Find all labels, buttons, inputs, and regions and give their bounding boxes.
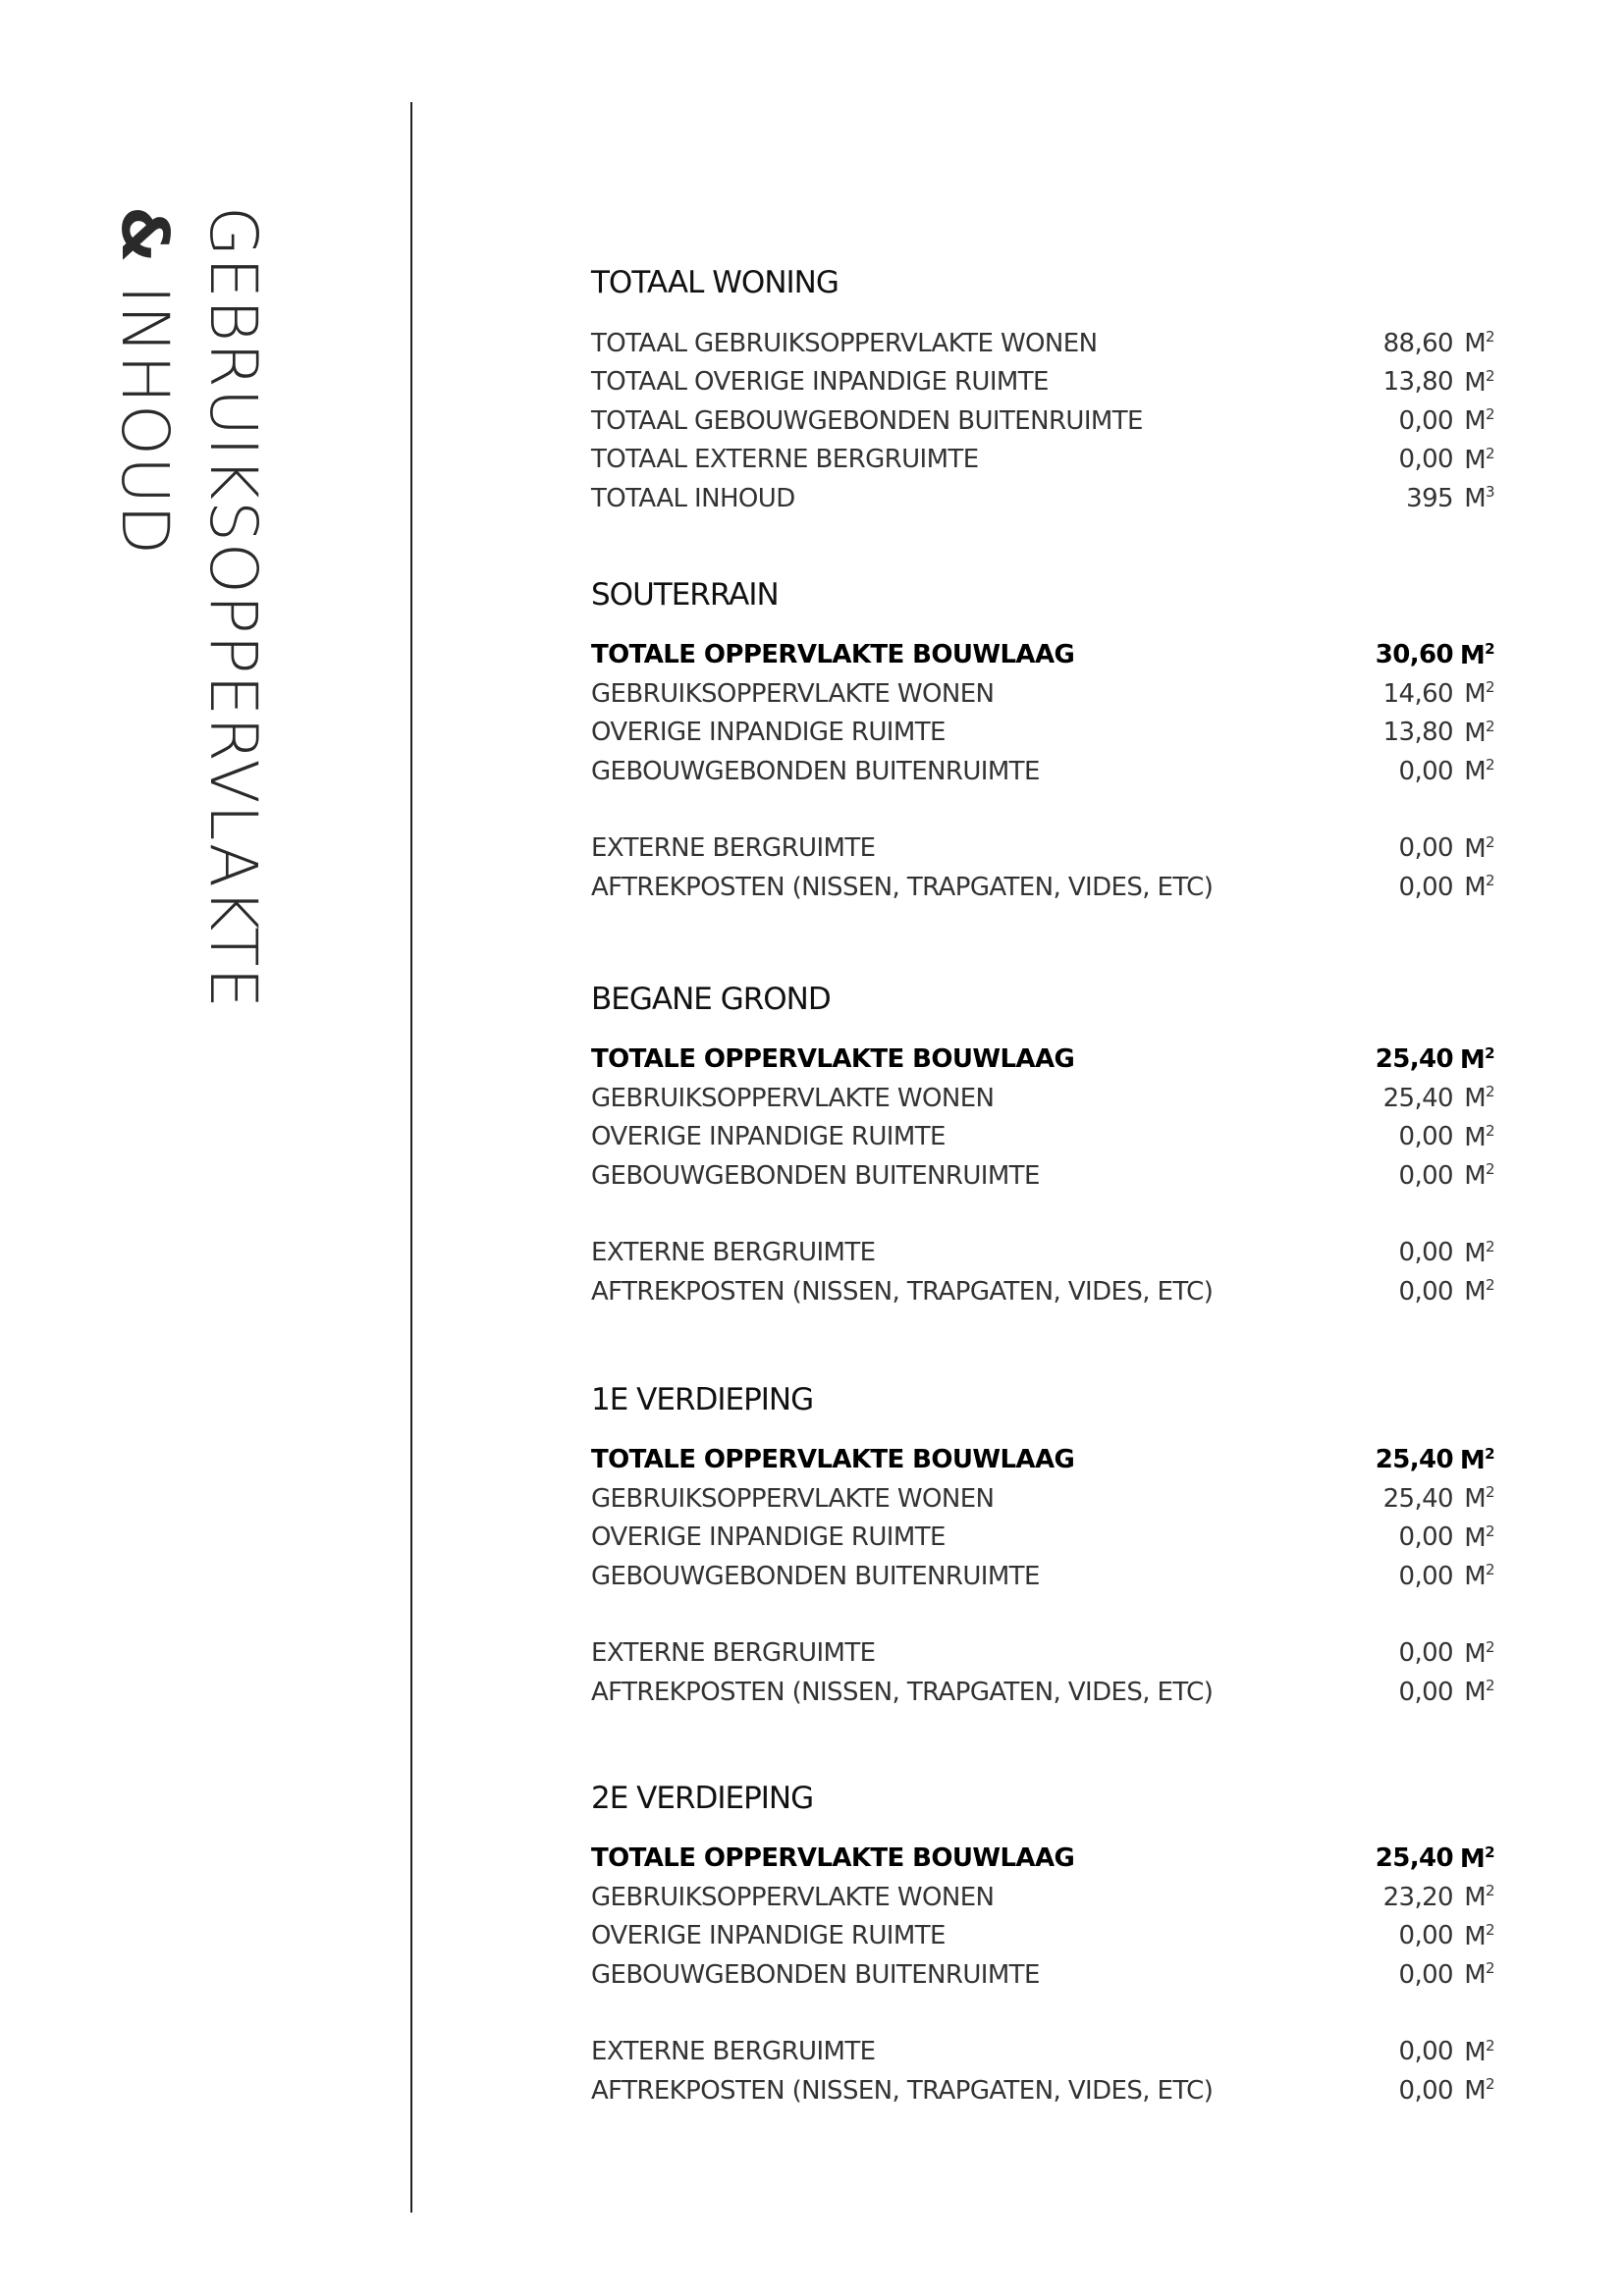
row-value: 0,00 (1398, 1677, 1453, 1707)
section-title: BEGANE GROND (591, 981, 831, 1017)
row-unit (1453, 1276, 1494, 1307)
row-label: GEBRUIKSOPPERVLAKTE WONEN (591, 1483, 995, 1514)
row-gap (591, 1196, 1494, 1234)
row-value: 0,00 (1398, 1522, 1453, 1553)
row-label: TOTAAL GEBRUIKSOPPERVLAKTE WONEN (591, 328, 1098, 358)
row-label: AFTREKPOSTEN (NISSEN, TRAPGATEN, VIDES, ETC) (591, 1276, 1214, 1307)
row-value: 0,00 (1398, 1276, 1453, 1307)
unit-exponent: 2 (1486, 1237, 1494, 1255)
row-label: AFTREKPOSTEN (NISSEN, TRAPGATEN, VIDES, ETC) (591, 2075, 1214, 2106)
unit-exponent: 2 (1485, 1444, 1494, 1463)
table-row (591, 2071, 1494, 2110)
row-label: TOTALE OPPERVLAKTE BOUWLAAG (591, 1843, 1075, 1874)
unit-letter: M (1464, 679, 1487, 710)
row-label: GEBOUWGEBONDEN BUITENRUIMTE (591, 756, 1040, 786)
row-label: TOTALE OPPERVLAKTE BOUWLAAG (591, 1445, 1075, 1475)
row-label: OVERIGE INPANDIGE RUIMTE (591, 1921, 946, 1951)
table-row (591, 324, 1494, 363)
row-unit (1453, 1160, 1494, 1191)
row-value: 0,00 (1398, 2075, 1453, 2106)
unit-letter: M (1459, 1044, 1486, 1075)
row-label: TOTAAL INHOUD (591, 483, 795, 513)
section-title: 2E VERDIEPING (591, 1780, 814, 1816)
table-row (591, 1557, 1494, 1596)
section-totaal-woning (591, 257, 1494, 518)
unit-letter: M (1464, 1238, 1487, 1268)
unit-exponent: 2 (1486, 444, 1494, 462)
table-row (591, 1519, 1494, 1558)
unit-letter: M (1464, 367, 1487, 398)
unit-exponent: 2 (1485, 639, 1494, 658)
row-unit (1453, 1921, 1494, 1951)
unit-letter: M (1464, 1522, 1487, 1553)
unit-exponent: 2 (1486, 1920, 1494, 1939)
unit-letter: M (1464, 718, 1487, 748)
row-unit (1453, 1882, 1494, 1912)
row-value: 0,00 (1398, 1959, 1453, 1990)
row-value: 0,00 (1398, 405, 1453, 436)
unit-letter: M (1464, 1161, 1487, 1192)
row-unit (1453, 367, 1494, 398)
row-value: 13,80 (1382, 718, 1453, 748)
row-unit (1453, 1483, 1494, 1514)
unit-letter: M (1464, 1638, 1487, 1669)
row-label: OVERIGE INPANDIGE RUIMTE (591, 718, 946, 748)
table-row (591, 829, 1494, 869)
row-unit (1453, 483, 1494, 513)
unit-letter: M (1459, 1445, 1486, 1475)
row-value: 30,60 (1375, 640, 1453, 670)
row-unit (1453, 1677, 1494, 1707)
row-label: GEBOUWGEBONDEN BUITENRUIMTE (591, 1561, 1040, 1591)
unit-letter: M (1459, 640, 1486, 670)
table-row (591, 441, 1494, 480)
table-row (591, 1479, 1494, 1519)
row-label: TOTAAL OVERIGE INPANDIGE RUIMTE (591, 367, 1049, 398)
unit-letter: M (1464, 833, 1487, 864)
unit-letter: M (1459, 1843, 1486, 1874)
row-gap (591, 1995, 1494, 2033)
row-value: 0,00 (1398, 1561, 1453, 1591)
section-begane-grond (591, 974, 1494, 1311)
table-row (591, 363, 1494, 402)
unit-letter: M (1464, 1960, 1487, 1991)
row-label: OVERIGE INPANDIGE RUIMTE (591, 1122, 946, 1152)
unit-letter: M (1464, 1921, 1487, 1951)
table-row (591, 1955, 1494, 1995)
row-unit (1453, 1959, 1494, 1990)
unit-letter: M (1464, 445, 1487, 475)
unit-letter: M (1464, 1562, 1487, 1592)
unit-exponent: 2 (1486, 717, 1494, 735)
section-1e-verdieping (591, 1374, 1494, 1712)
row-label: EXTERNE BERGRUIMTE (591, 1638, 876, 1669)
table-row (591, 868, 1494, 907)
unit-letter: M (1464, 329, 1487, 359)
row-label: AFTREKPOSTEN (NISSEN, TRAPGATEN, VIDES, ETC) (591, 1677, 1214, 1707)
row-unit (1453, 405, 1494, 436)
row-unit (1453, 1445, 1494, 1475)
unit-exponent: 2 (1486, 328, 1494, 347)
unit-exponent: 2 (1486, 756, 1494, 774)
vertical-title (0, 0, 412, 2296)
row-value: 0,00 (1398, 1160, 1453, 1191)
unit-letter: M (1464, 757, 1487, 787)
row-unit (1453, 1122, 1494, 1152)
row-value: 0,00 (1398, 872, 1453, 902)
row-value: 88,60 (1382, 328, 1453, 358)
vertical-divider (410, 102, 412, 2213)
unit-letter: M (1464, 1678, 1487, 1708)
row-gap (591, 1596, 1494, 1634)
row-unit (1453, 833, 1494, 864)
unit-letter: M (1464, 873, 1487, 903)
table-row (591, 674, 1494, 714)
table-row (591, 1917, 1494, 1956)
title-line-1: GEBRUIKSOPPERVLAKTE (195, 206, 271, 1010)
row-label: GEBOUWGEBONDEN BUITENRUIMTE (591, 1160, 1040, 1191)
row-value: 0,00 (1398, 1921, 1453, 1951)
unit-exponent: 2 (1486, 366, 1494, 385)
unit-exponent: 2 (1486, 872, 1494, 890)
table-row (591, 714, 1494, 753)
row-label: OVERIGE INPANDIGE RUIMTE (591, 1522, 946, 1553)
unit-letter: M (1464, 484, 1487, 514)
row-label: EXTERNE BERGRUIMTE (591, 2037, 876, 2067)
section-2e-verdieping (591, 1773, 1494, 2110)
row-gap (591, 791, 1494, 829)
unit-exponent: 2 (1486, 2075, 1494, 2094)
unit-letter: M (1464, 2037, 1487, 2067)
row-unit (1453, 756, 1494, 786)
row-label: EXTERNE BERGRUIMTE (591, 1238, 876, 1268)
table-row (591, 479, 1494, 518)
row-unit (1453, 1083, 1494, 1113)
unit-letter: M (1464, 1084, 1487, 1114)
unit-letter: M (1464, 406, 1487, 437)
row-unit (1453, 1843, 1494, 1874)
table-row (591, 1878, 1494, 1917)
table-row (591, 401, 1494, 441)
row-value: 395 (1406, 483, 1453, 513)
unit-letter: M (1464, 1484, 1487, 1515)
unit-exponent: 2 (1486, 832, 1494, 851)
row-unit (1453, 872, 1494, 902)
row-label: GEBOUWGEBONDEN BUITENRUIMTE (591, 1959, 1040, 1990)
row-value: 0,00 (1398, 2037, 1453, 2067)
row-unit (1453, 718, 1494, 748)
section-title: SOUTERRAIN (591, 576, 779, 613)
unit-exponent: 2 (1486, 1083, 1494, 1101)
title-line-2-text: INHOUD (107, 263, 183, 557)
row-value: 14,60 (1382, 678, 1453, 709)
unit-exponent: 2 (1486, 405, 1494, 424)
row-value: 0,00 (1398, 756, 1453, 786)
table-row (591, 2033, 1494, 2072)
row-unit (1453, 2037, 1494, 2067)
row-value: 25,40 (1375, 1843, 1453, 1874)
row-unit (1453, 678, 1494, 709)
row-unit (1453, 1238, 1494, 1268)
unit-exponent: 2 (1486, 1637, 1494, 1656)
section-title: TOTAAL WONING (591, 265, 839, 300)
row-unit (1453, 445, 1494, 475)
row-value: 0,00 (1398, 1638, 1453, 1669)
unit-letter: M (1464, 2076, 1487, 2107)
table-row (591, 1840, 1494, 1879)
table-row (591, 1673, 1494, 1712)
table-row (591, 636, 1494, 675)
unit-exponent: 2 (1486, 1959, 1494, 1978)
row-unit (1453, 2075, 1494, 2106)
table-row (591, 1156, 1494, 1196)
ampersand: & (107, 206, 183, 264)
unit-exponent: 2 (1486, 1522, 1494, 1540)
table-row (591, 1441, 1494, 1480)
row-label: GEBRUIKSOPPERVLAKTE WONEN (591, 678, 995, 709)
unit-exponent: 2 (1486, 1677, 1494, 1695)
row-label: GEBRUIKSOPPERVLAKTE WONEN (591, 1882, 995, 1912)
unit-exponent: 2 (1485, 1842, 1494, 1861)
table-row (591, 1234, 1494, 1273)
table-row (591, 1634, 1494, 1674)
row-value: 0,00 (1398, 1238, 1453, 1268)
unit-exponent: 2 (1486, 1882, 1494, 1900)
row-unit (1453, 328, 1494, 358)
row-value: 23,20 (1382, 1882, 1453, 1912)
row-unit (1453, 1638, 1494, 1669)
row-value: 25,40 (1382, 1083, 1453, 1113)
row-label: TOTALE OPPERVLAKTE BOUWLAAG (591, 640, 1075, 670)
unit-letter: M (1464, 1883, 1487, 1913)
unit-exponent: 2 (1486, 678, 1494, 697)
unit-exponent: 3 (1486, 483, 1494, 502)
row-value: 0,00 (1398, 833, 1453, 864)
unit-letter: M (1464, 1122, 1487, 1152)
row-label: TOTALE OPPERVLAKTE BOUWLAAG (591, 1044, 1075, 1075)
row-unit (1453, 1044, 1494, 1075)
row-value: 13,80 (1382, 367, 1453, 398)
title-line-2 (107, 206, 183, 556)
row-unit (1453, 1522, 1494, 1553)
section-title: 1E VERDIEPING (591, 1381, 814, 1417)
table-row (591, 752, 1494, 791)
unit-exponent: 2 (1486, 1561, 1494, 1579)
content (591, 257, 1494, 2110)
section-souterrain (591, 569, 1494, 907)
unit-exponent: 2 (1486, 1276, 1494, 1295)
row-label: TOTAAL GEBOUWGEBONDEN BUITENRUIMTE (591, 405, 1143, 436)
row-value: 0,00 (1398, 1122, 1453, 1152)
row-value: 0,00 (1398, 445, 1453, 475)
row-value: 25,40 (1382, 1483, 1453, 1514)
unit-exponent: 2 (1486, 2036, 1494, 2055)
row-unit (1453, 1561, 1494, 1591)
row-label: GEBRUIKSOPPERVLAKTE WONEN (591, 1083, 995, 1113)
table-row (591, 1041, 1494, 1080)
table-row (591, 1079, 1494, 1118)
unit-exponent: 2 (1486, 1160, 1494, 1179)
table-row (591, 1272, 1494, 1311)
row-label: AFTREKPOSTEN (NISSEN, TRAPGATEN, VIDES, ETC) (591, 872, 1214, 902)
unit-exponent: 2 (1486, 1121, 1494, 1140)
row-label: EXTERNE BERGRUIMTE (591, 833, 876, 864)
unit-exponent: 2 (1486, 1483, 1494, 1502)
unit-letter: M (1464, 1277, 1487, 1308)
row-label: TOTAAL EXTERNE BERGRUIMTE (591, 445, 979, 475)
row-value: 25,40 (1375, 1445, 1453, 1475)
row-unit (1453, 640, 1494, 670)
table-row (591, 1118, 1494, 1157)
unit-exponent: 2 (1485, 1043, 1494, 1062)
row-value: 25,40 (1375, 1044, 1453, 1075)
